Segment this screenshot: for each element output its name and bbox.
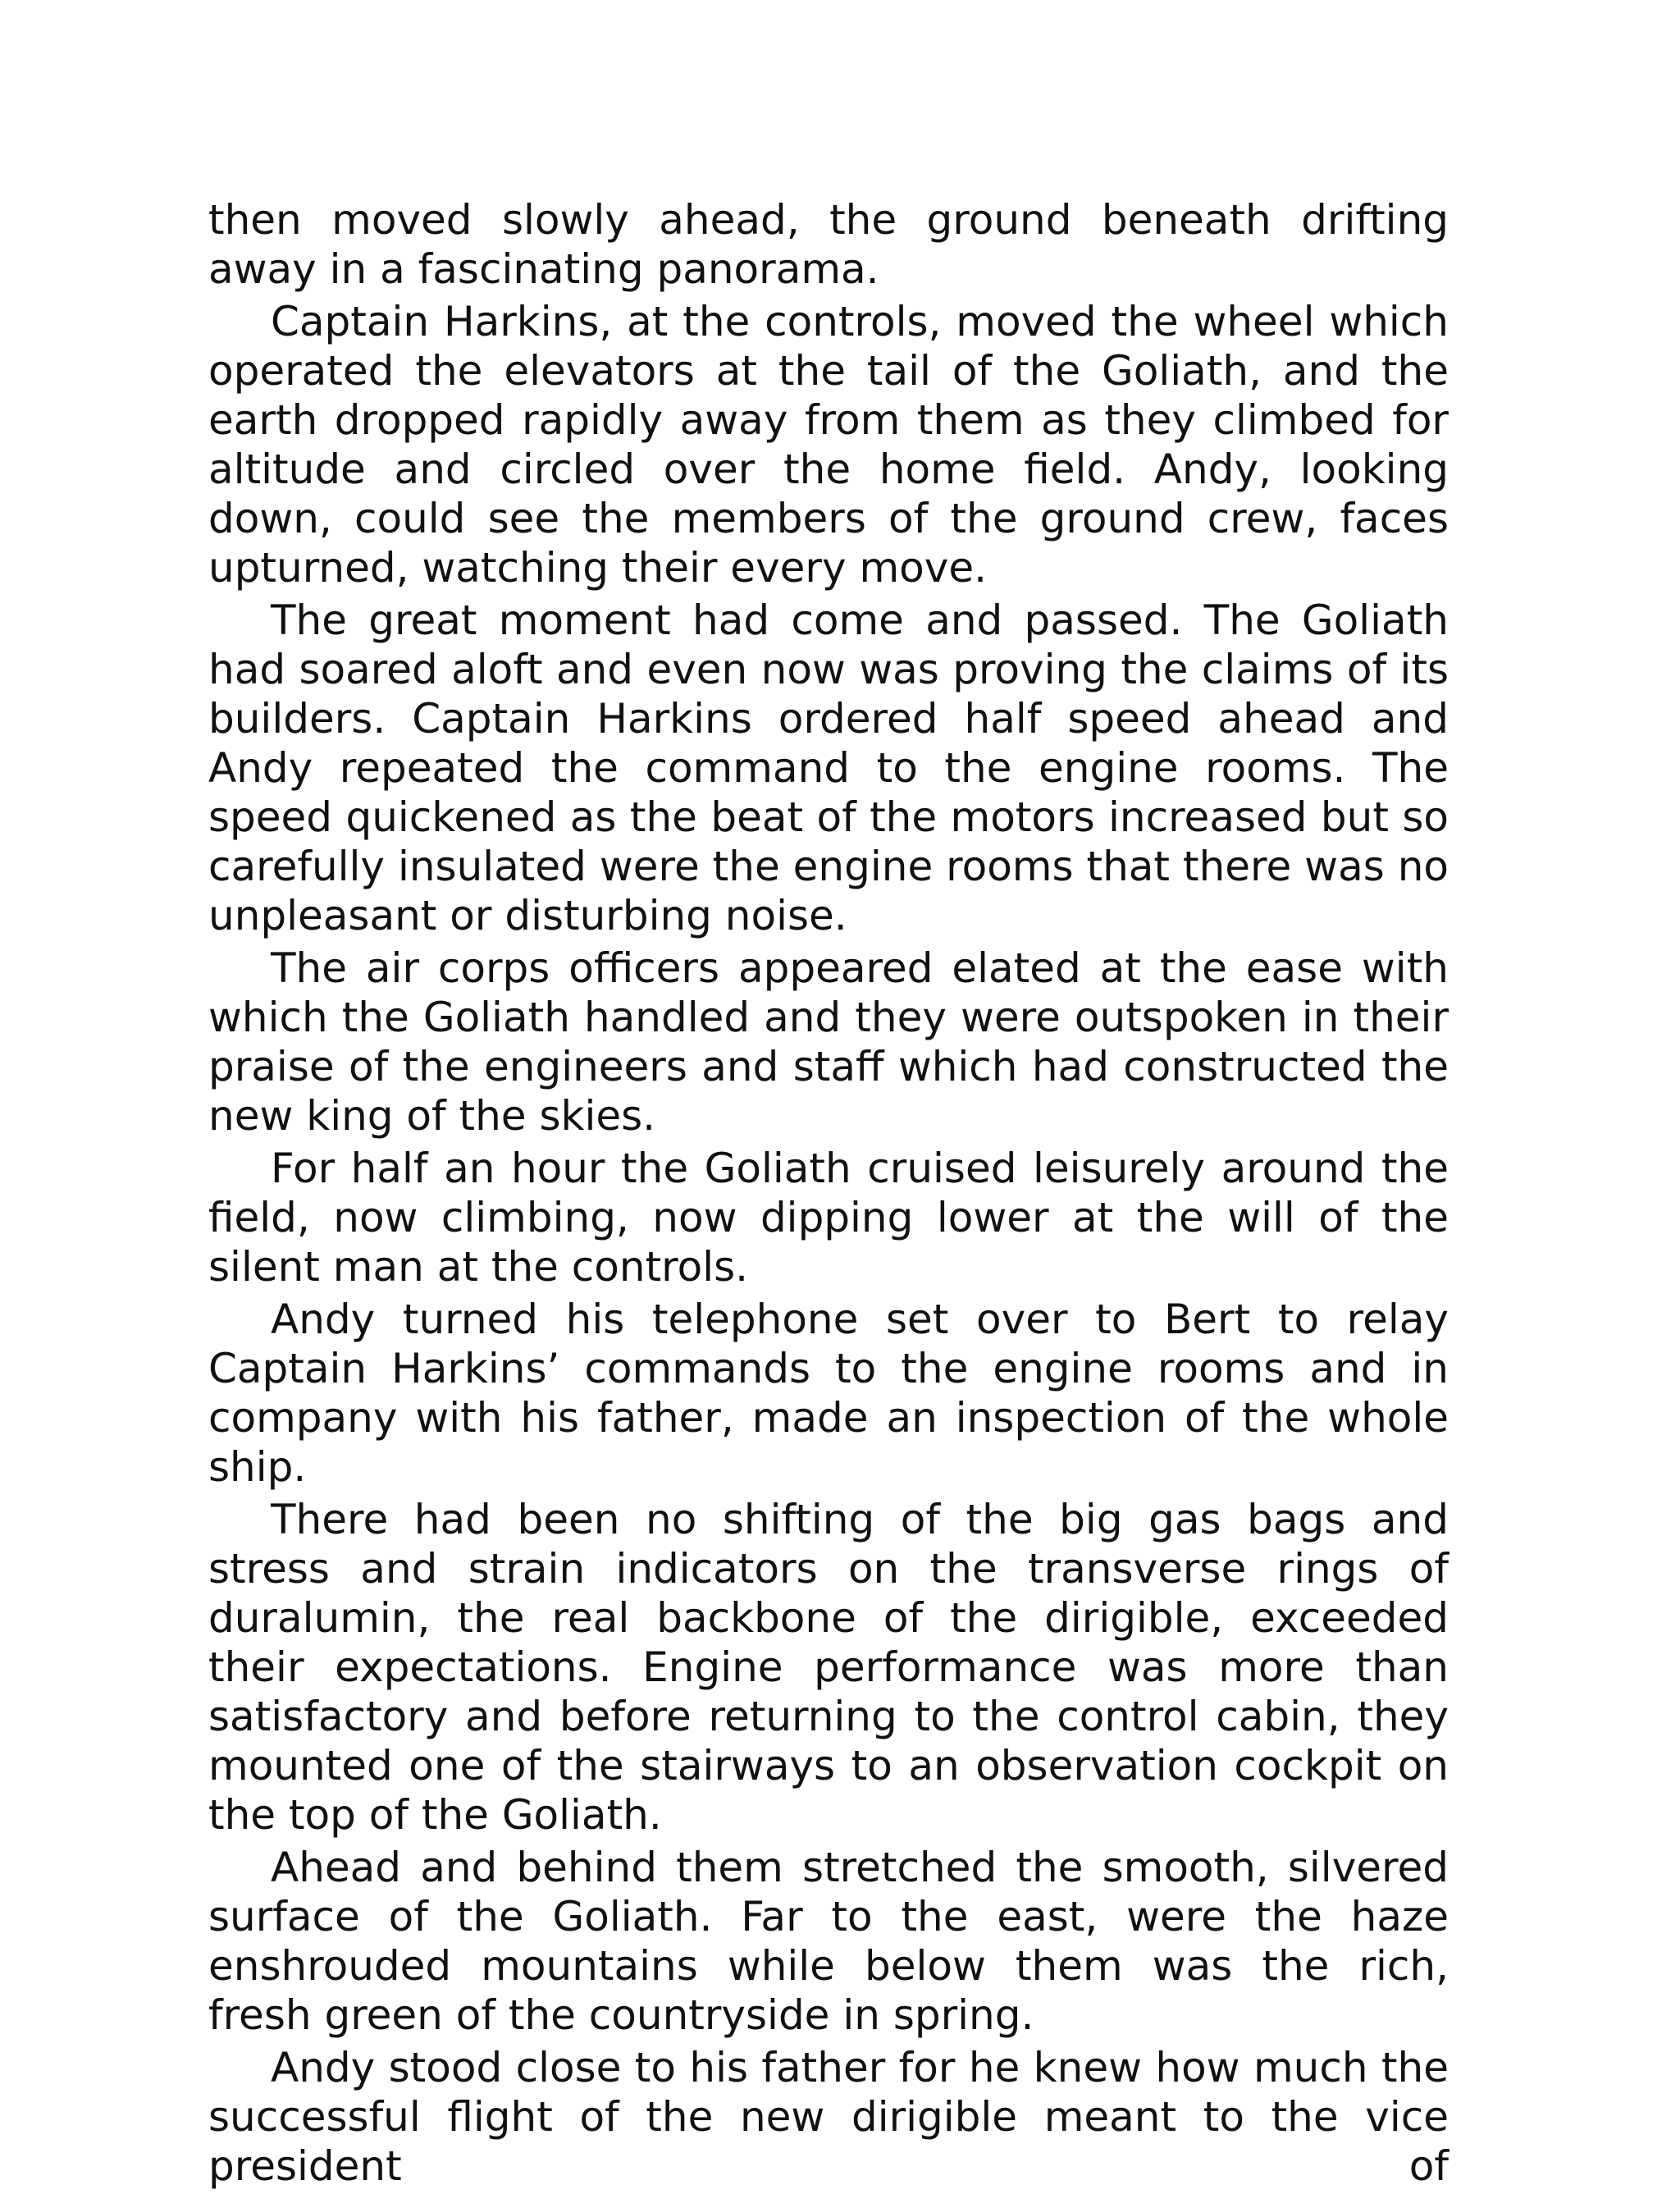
paragraph: Andy turned his telephone set over to Bert to relay Captain Harkins’ commands to the engine rooms and in company with his father, made an inspection of the whole ship.: [208, 1296, 1449, 1491]
paragraph: For half an hour the Goliath cruised leisurely around the field, now climbing, now dipping lower at the will of the silent man at the controls.: [208, 1145, 1449, 1291]
paragraph-continues: Andy stood close to his father for he knew how much the successful flight of the new dirigible meant to the vice president of: [208, 2044, 1449, 2190]
paragraph: Ahead and behind them stretched the smooth, silvered surface of the Goliath. Far to the east, were the haze enshrouded mountains while below them was the rich, fresh green of the countryside in spring.: [208, 1844, 1449, 2039]
paragraph: There had been no shifting of the big gas bags and stress and strain indicators on the transverse rings of duralumin, the real backbone of the dirigible, exceeded their expectations. Engine performance was more than satisfactory and before returning to the control cabin, they mounted one of the stairways to an observation cockpit on the top of the Goliath.: [208, 1496, 1449, 1839]
paragraph: The air corps officers appeared elated at the ease with which the Goliath handled and they were outspoken in their praise of the engineers and staff which had constructed the new king of the skies.: [208, 944, 1449, 1140]
paragraph: The great moment had come and passed. The Goliath had soared aloft and even now was proving the claims of its builders. Captain Harkins ordered half speed ahead and Andy repeated the command to the engine rooms. The speed quickened as the beat of the motors increased but so carefully insulated were the engine rooms that there was no unpleasant or disturbing noise.: [208, 596, 1449, 939]
paragraph: Captain Harkins, at the controls, moved the wheel which operated the elevators at the tail of the Goliath, and the earth dropped rapidly away from them as they climbed for altitude and circled over the home field. Andy, looking down, could see the members of the ground crew, faces upturned, watching their every move.: [208, 298, 1449, 592]
paragraph-continued: then moved slowly ahead, the ground beneath drifting away in a fascinating panorama.: [208, 196, 1449, 293]
document-page: [208, 195, 1449, 2194]
